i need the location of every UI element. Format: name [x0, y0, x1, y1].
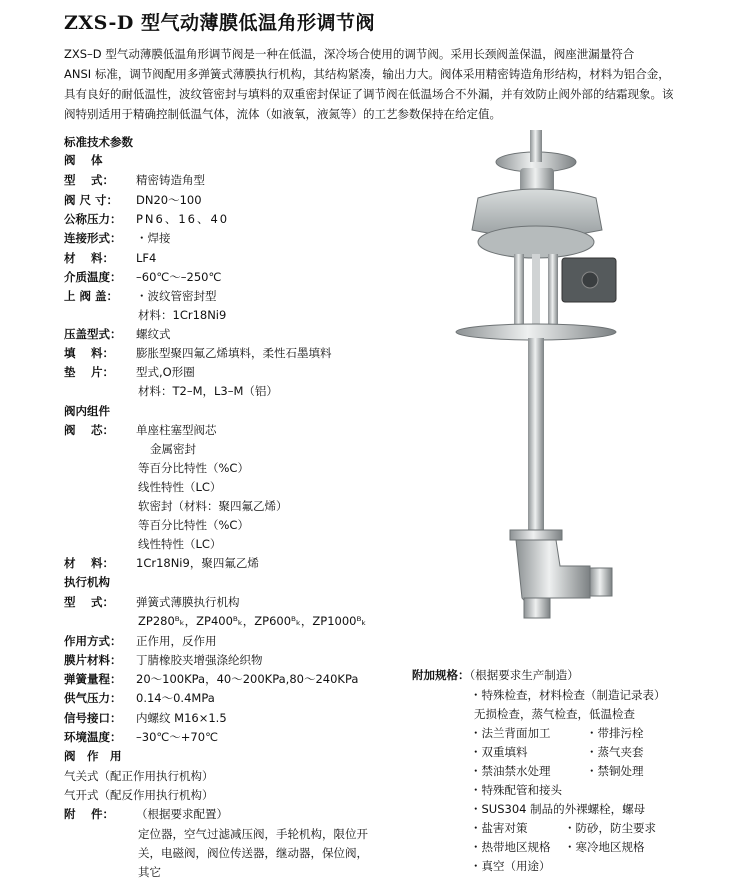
actuator-heading: 执行机构 — [64, 575, 110, 589]
extra-item: ・防砂，防尘要求 — [564, 821, 656, 835]
bonnet-flange — [456, 324, 616, 340]
spec-value: 膨胀型聚四氟乙烯填料，柔性石墨填料 — [136, 346, 332, 360]
angle-valve-body — [516, 540, 590, 607]
trim-heading: 阀内组件 — [64, 404, 110, 418]
spec-label: 填 料： — [64, 346, 115, 360]
page-title: ZXS-D 型气动薄膜低温角形调节阀 — [64, 12, 376, 34]
accessory-line: 其它 — [138, 865, 161, 879]
spec-row-size — [64, 192, 202, 208]
spec-value: 单座柱塞型阀芯 — [136, 423, 217, 437]
actuator-models: ZP280ᴮₖ，ZP400ᴮₖ，ZP600ᴮₖ，ZP1000ᴮₖ — [138, 614, 367, 628]
spec-value: 精密铸造角型 — [136, 173, 205, 187]
core-line: 软密封（材料：聚四氟乙烯） — [138, 499, 288, 513]
spec-row-spring — [64, 671, 358, 687]
spec-row-action — [64, 633, 217, 649]
spec-value: 丁腈橡胶夹增强涤纶织物 — [136, 653, 263, 667]
outlet-pipe — [590, 568, 612, 596]
extra-label: 附加规格： — [412, 668, 470, 682]
extra-note: （根据要求生产制造） — [469, 668, 579, 682]
spec-label: 阀 芯： — [64, 423, 115, 437]
spec-label: 材 料： — [64, 251, 115, 265]
core-line: 线性特性（LC） — [138, 537, 222, 551]
spec-label: 作用方式： — [64, 634, 122, 648]
spec-label: 信号接口： — [64, 711, 122, 725]
intro-line: 具有良好的耐低温性，波纹管密封与填料的双重密封保证了调节阀在低温场合不外漏，并有效防止阀外部的结霜现象。该 — [64, 87, 674, 101]
spec-row-core — [64, 422, 217, 438]
spec-row-actuator-type — [64, 594, 240, 610]
spec-row-type — [64, 172, 205, 188]
extra-item: ・法兰背面加工 — [470, 726, 551, 740]
extra-item: ・寒冷地区规格 — [564, 840, 645, 854]
spec-row-core-material — [64, 555, 259, 571]
spec-label: 材 料： — [64, 556, 115, 570]
extra-item: ・盐害对策 — [470, 821, 528, 835]
spec-row-supply — [64, 690, 215, 706]
spec-row-cover — [64, 326, 171, 342]
extra-item: 无损检查，蒸气检查，低温检查 — [474, 707, 635, 721]
accessory-line: 关，电磁阀，阀位传送器，继动器，保位阀， — [138, 846, 368, 860]
spec-value: 型式,O形圈 — [136, 365, 195, 379]
yoke — [514, 254, 524, 324]
spec-value: 弹簧式薄膜执行机构 — [136, 595, 240, 609]
spec-row-signal — [64, 710, 227, 726]
spec-row-pressure — [64, 211, 229, 227]
spec-label: 上 阀 盖： — [64, 289, 119, 303]
spec-row-temp — [64, 269, 221, 285]
spec-label: 垫 片： — [64, 365, 115, 379]
spec-value: –30℃～+70℃ — [136, 730, 218, 744]
spec-row-bonnet — [64, 288, 217, 304]
spec-row-connection — [64, 230, 171, 246]
handwheel-stem — [530, 130, 542, 162]
lower-flange — [510, 530, 562, 540]
extended-bonnet — [528, 338, 544, 534]
actuator-lower-casing — [478, 226, 594, 258]
extra-item: ・特殊检查，材料检查（制造记录表） — [470, 688, 666, 702]
extra-item: ・双重填料 — [470, 745, 528, 759]
spec-row-ambient — [64, 729, 218, 745]
accessory-line: 定位器，空气过滤减压阀，手轮机构，限位开 — [138, 827, 368, 841]
bonnet-material: 材料：1Cr18Ni9 — [138, 308, 227, 322]
spec-label: 附 件： — [64, 807, 115, 821]
intro-line: ZXS–D 型气动薄膜低温角形调节阀是一种在低温，深冷场合使用的调节阀。采用长颈阀盖保温，阀座泄漏量符合 — [64, 47, 635, 61]
spec-label: 压盖型式： — [64, 327, 122, 341]
positioner-gauge-icon — [582, 272, 598, 288]
spec-label: 型 式： — [64, 595, 115, 609]
spec-label: 连接形式： — [64, 231, 122, 245]
spec-value: 1Cr18Ni9，聚四氟乙烯 — [136, 556, 259, 570]
extra-item: ・带排污栓 — [586, 726, 644, 740]
spec-value: LF4 — [136, 251, 157, 265]
extra-heading — [412, 667, 579, 683]
extra-item: ・蒸气夹套 — [586, 745, 644, 759]
yoke — [548, 254, 558, 324]
core-line: 等百分比特性（%C） — [138, 518, 249, 532]
spec-heading: 标准技术参数 — [64, 135, 133, 149]
gasket-material: 材料：T2–M，L3–M（铝） — [138, 384, 278, 398]
valve-action-heading: 阀 作 用 — [64, 749, 122, 763]
spec-label: 环境温度： — [64, 730, 122, 744]
spec-row-packing — [64, 345, 332, 361]
valve-illustration — [440, 120, 660, 620]
inlet-pipe — [524, 598, 550, 618]
extra-item: ・SUS304 制品的外裸螺栓，螺母 — [470, 802, 646, 816]
spec-row-gasket — [64, 364, 195, 380]
spec-row-material — [64, 250, 156, 266]
spec-value: （根据要求配置） — [136, 807, 228, 821]
air-open: 气开式（配反作用执行机构） — [64, 788, 214, 802]
spec-label: 膜片材料： — [64, 653, 122, 667]
spec-value: DN20～100 — [136, 193, 202, 207]
core-line: 线性特性（LC） — [138, 480, 222, 494]
extra-item: ・禁油禁水处理 — [470, 764, 551, 778]
body-heading: 阀 体 — [64, 153, 103, 167]
spec-row-accessory — [64, 806, 228, 822]
core-line: 金属密封 — [150, 442, 196, 456]
spec-label: 公称压力： — [64, 212, 122, 226]
spec-value: 20～100KPa，40～200KPa,80～240KPa — [136, 672, 359, 686]
extra-item: ・特殊配管和接头 — [470, 783, 562, 797]
valve-stem — [532, 254, 540, 334]
core-line: 等百分比特性（%C） — [138, 461, 249, 475]
extra-item: ・真空（用途） — [470, 859, 551, 873]
spec-value: 螺纹式 — [136, 327, 171, 341]
intro-paragraph — [64, 44, 704, 124]
spec-value: ・焊接 — [136, 231, 171, 245]
spec-value: ・波纹管密封型 — [136, 289, 217, 303]
spec-value: PN6、16、40 — [136, 212, 230, 226]
spec-value: 正作用，反作用 — [136, 634, 217, 648]
intro-line: ANSI 标准，调节阀配用多弹簧式薄膜执行机构，其结构紧凑，输出力大。阀体采用精密铸造角形结构，材料为铝合金， — [64, 67, 670, 81]
air-close: 气关式（配正作用执行机构） — [64, 769, 214, 783]
intro-line: 阀特别适用于精确控制低温气体，流体（如液氧，液氮等）的工艺参数保持在给定值。 — [64, 107, 501, 121]
spec-value: 内螺纹 M16×1.5 — [136, 711, 227, 725]
extra-item: ・热带地区规格 — [470, 840, 551, 854]
spec-value: 0.14～0.4MPa — [136, 691, 215, 705]
spec-value: –60℃～–250℃ — [136, 270, 222, 284]
spec-label: 介质温度： — [64, 270, 122, 284]
spec-label: 型 式： — [64, 173, 115, 187]
spec-label: 供气压力： — [64, 691, 122, 705]
spec-row-diaphragm — [64, 652, 263, 668]
extra-item: ・禁铜处理 — [586, 764, 644, 778]
spec-label: 弹簧量程： — [64, 672, 122, 686]
spec-label: 阀 尺 寸： — [64, 193, 119, 207]
